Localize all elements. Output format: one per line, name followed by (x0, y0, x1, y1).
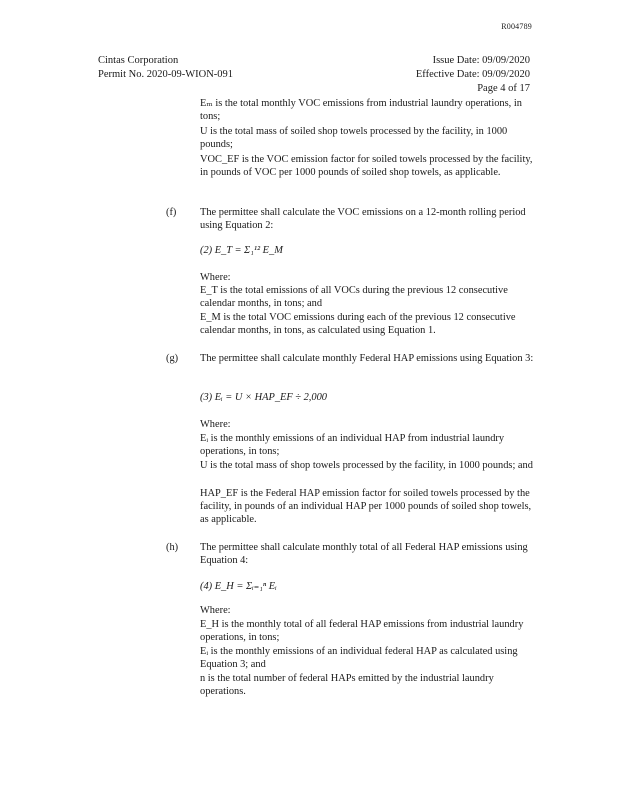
definition-hap-emission-factor: HAP_EF is the Federal HAP emission factor for soiled towels processed by the facility, in pounds of an individual HAP per 1000 pounds of soiled shop towels, as applicable. (200, 488, 532, 526)
section-f-where: Where: (200, 272, 231, 283)
equation-3: (3) Eᵢ = U × HAP_EF ÷ 2,000 (200, 392, 327, 403)
page-number: Page 4 of 17 (477, 83, 530, 94)
section-h-text: The permittee shall calculate monthly total of all Federal HAP emissions using Equation 4: (200, 542, 528, 567)
section-f-text: The permittee shall calculate the VOC emissions on a 12-month rolling period using Equation 2: (200, 207, 526, 232)
equation-4: (4) E_H = Σᵢ₌₁ⁿ Eᵢ (200, 581, 277, 592)
definition-ei-hap: Eᵢ is the monthly emissions of an individual federal HAP as calculated using Equation 3; and (200, 646, 518, 671)
permit-number: Permit No. 2020-09-WION-091 (98, 69, 234, 80)
definition-em-monthly-voc: Eₘ is the total monthly VOC emissions from industrial laundry operations, in tons; (200, 98, 522, 123)
section-g-where: Where: (200, 419, 231, 430)
section-h-label: (h) (166, 542, 179, 553)
issue-date: Issue Date: 09/09/2020 (432, 55, 530, 66)
header-row-2 (98, 68, 530, 81)
definition-em-12month: E_M is the total VOC emissions during each of the previous 12 consecutive calendar months, in tons, as calculated using Equation 1. (200, 312, 516, 337)
company-name: Cintas Corporation (98, 55, 179, 66)
effective-date: Effective Date: 09/09/2020 (415, 69, 530, 80)
section-g-text: The permittee shall calculate monthly Federal HAP emissions using Equation 3: (200, 353, 534, 364)
equation-2: (2) E_T = Σ₁¹² E_M (200, 245, 283, 256)
header-row-3 (98, 82, 530, 95)
definition-u-soiled-towels: U is the total mass of soiled shop towels processed by the facility, in 1000 pounds; (200, 126, 508, 151)
definition-voc-emission-factor: VOC_EF is the VOC emission factor for soiled towels processed by the facility, in pounds of VOC per 1000 pounds of soiled shop towels, as applicable. (200, 154, 533, 179)
section-h-where: Where: (200, 605, 231, 616)
definition-u-shop-towels: U is the total mass of shop towels processed by the facility, in 1000 pounds; and (200, 460, 533, 471)
section-g-label: (g) (166, 353, 179, 364)
header-row-1 (98, 54, 530, 67)
definition-ei: Eᵢ is the monthly emissions of an individual HAP from industrial laundry operations, in tons; (200, 433, 505, 458)
definition-et: E_T is the total emissions of all VOCs during the previous 12 consecutive calendar months, in tons; and (200, 285, 508, 310)
definition-eh: E_H is the monthly total of all federal HAP emissions from industrial laundry operations, in tons; (200, 619, 524, 644)
definition-n: n is the total number of federal HAPs emitted by the industrial laundry operations. (200, 673, 494, 698)
bates-number: R004789 (501, 22, 532, 31)
section-f-label: (f) (166, 207, 177, 218)
